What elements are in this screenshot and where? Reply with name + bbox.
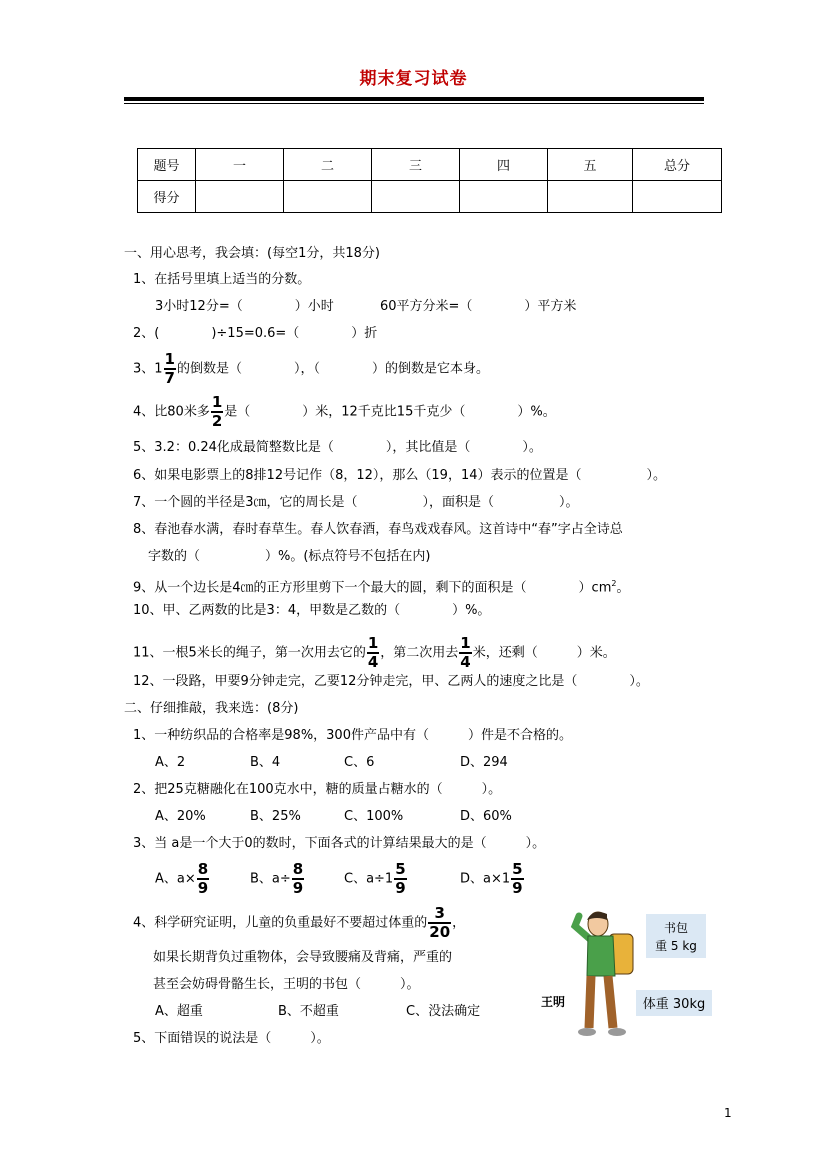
s1-question-6: 6、如果电影票上的8排12号记作（8，12），那么（19，14）表示的位置是（ ）。 bbox=[133, 468, 666, 483]
s2-q4-option: B、不超重 bbox=[278, 1004, 339, 1019]
page-title: 期末复习试卷 bbox=[359, 69, 468, 89]
fraction-denominator: 20 bbox=[429, 923, 451, 941]
fraction bbox=[459, 636, 471, 670]
section1-heading: 一、用心思考，我会填：(每空1分，共18分) bbox=[124, 246, 380, 261]
bag-label-2: 重 5 kg bbox=[655, 939, 697, 953]
s2-q2-option: A、20% bbox=[155, 809, 206, 824]
fraction bbox=[197, 862, 209, 896]
student-with-backpack-image bbox=[535, 904, 715, 1040]
score-cell[interactable] bbox=[548, 181, 633, 213]
score-header-cell: 一 bbox=[196, 149, 284, 181]
s1-question-1: 1、在括号里填上适当的分数。 bbox=[133, 272, 311, 287]
fraction-numerator: 1 bbox=[460, 634, 471, 652]
score-cell[interactable] bbox=[460, 181, 548, 213]
name-label: 王明 bbox=[540, 995, 566, 1009]
title-rule-thin bbox=[124, 103, 704, 104]
score-cell[interactable] bbox=[633, 181, 722, 213]
score-table-score-row bbox=[138, 181, 722, 213]
s2-q1-option: D、294 bbox=[460, 755, 508, 770]
fraction-numerator: 5 bbox=[395, 860, 406, 878]
score-header-cell: 二 bbox=[284, 149, 372, 181]
fraction-denominator: 4 bbox=[460, 653, 471, 671]
fraction-numerator: 1 bbox=[367, 634, 379, 652]
fraction-numerator: 1 bbox=[164, 350, 175, 368]
q3-prefix: 3、1 bbox=[133, 361, 163, 377]
s2-q3-option bbox=[155, 862, 210, 896]
s2-question-4-line1 bbox=[133, 906, 465, 940]
q11-middle: ，第二次用去 bbox=[380, 645, 459, 661]
s2-question-2: 2、把25克糖融化在100克水中，糖的质量占糖水的（ ）。 bbox=[133, 782, 502, 797]
q9-prefix: 9、从一个边长是4㎝的正方形里剪下一个最大的圆，剩下的面积是（ ）cm bbox=[133, 580, 612, 596]
s2-q3-option bbox=[250, 862, 305, 896]
s1-question-12: 12、一段路，甲要9分钟走完，乙要12分钟走完，甲、乙两人的速度之比是（ ）。 bbox=[133, 674, 649, 689]
option-prefix: C、a÷1 bbox=[344, 871, 394, 887]
fraction-denominator: 7 bbox=[164, 369, 175, 387]
s2-q3-option bbox=[460, 862, 525, 896]
q9-superscript: 2 bbox=[611, 579, 617, 588]
section2-heading: 二、仔细推敲，我来选：(8分) bbox=[124, 701, 299, 716]
fraction bbox=[164, 352, 176, 386]
weight-label: 体重 30kg bbox=[642, 997, 706, 1012]
fraction-denominator: 9 bbox=[512, 879, 523, 897]
score-header-cell: 五 bbox=[548, 149, 633, 181]
q3-suffix: 的倒数是（ ），（ ）的倒数是它本身。 bbox=[176, 361, 489, 377]
s2-q2-option: B、25% bbox=[250, 809, 301, 824]
fraction-denominator: 9 bbox=[292, 879, 304, 897]
option-prefix: A、a× bbox=[155, 871, 196, 887]
s1-question-8-line1: 8、春池春水满，春时春草生。春人饮春酒，春鸟戏戏春风。这首诗中“春”字占全诗总 bbox=[133, 522, 623, 537]
fraction-denominator: 9 bbox=[197, 879, 209, 897]
fraction-denominator: 9 bbox=[395, 879, 406, 897]
q11-suffix: 米，还剩（ ）米。 bbox=[472, 645, 616, 661]
score-cell[interactable] bbox=[284, 181, 372, 213]
q4-prefix: 4、科学研究证明，儿童的负重最好不要超过体重的 bbox=[133, 915, 428, 931]
fraction-numerator: 8 bbox=[292, 860, 304, 878]
q4-prefix: 4、比80米多 bbox=[133, 404, 210, 420]
s2-q1-option: C、6 bbox=[344, 755, 375, 770]
s2-question-1: 1、一种纺织品的合格率是98%，300件产品中有（ ）件是不合格的。 bbox=[133, 728, 572, 743]
s1-question-1b: 60平方分米=（ ）平方米 bbox=[380, 299, 577, 314]
fraction bbox=[211, 395, 223, 429]
s1-question-4 bbox=[133, 395, 556, 429]
score-cell[interactable] bbox=[372, 181, 460, 213]
option-prefix: B、a÷ bbox=[250, 871, 291, 887]
score-header-cell: 四 bbox=[460, 149, 548, 181]
fraction-numerator: 8 bbox=[197, 860, 209, 878]
q11-prefix: 11、一根5米长的绳子，第一次用去它的 bbox=[133, 645, 366, 661]
page-number: 1 bbox=[724, 1106, 732, 1120]
fraction-numerator: 1 bbox=[211, 393, 223, 411]
s2-question-4-line2: 如果长期背负过重物体，会导致腰痛及背痛，严重的 bbox=[153, 950, 453, 965]
fraction-denominator: 2 bbox=[211, 412, 223, 430]
q4-suffix: 是（ ）米，12千克比15千克少（ ）%。 bbox=[224, 404, 556, 420]
s1-question-3 bbox=[133, 352, 489, 386]
score-cell[interactable] bbox=[196, 181, 284, 213]
s1-question-10: 10、甲、乙两数的比是3：4，甲数是乙数的（ ）%。 bbox=[133, 603, 491, 618]
s2-q2-option: D、60% bbox=[460, 809, 512, 824]
fraction-denominator: 4 bbox=[367, 653, 379, 671]
fraction-numerator: 3 bbox=[434, 904, 445, 922]
bag-label-1: 书包 bbox=[663, 921, 689, 935]
s2-question-4-line3: 甚至会妨碍骨骼生长，王明的书包（ ）。 bbox=[153, 977, 420, 992]
s2-q2-option: C、100% bbox=[344, 809, 404, 824]
s2-q4-option: A、超重 bbox=[155, 1004, 203, 1019]
fraction bbox=[292, 862, 304, 896]
s1-question-11 bbox=[133, 636, 616, 670]
fraction bbox=[394, 862, 406, 896]
s1-question-8-line2: 字数的（ ）%。(标点符号不包括在内) bbox=[148, 549, 431, 564]
score-table-header-row bbox=[138, 149, 722, 181]
s1-question-1a: 3小时12分=（ ）小时 bbox=[155, 299, 334, 314]
title-rule-thick bbox=[124, 97, 704, 101]
s2-q1-option: A、2 bbox=[155, 755, 186, 770]
score-header-cell: 总分 bbox=[633, 149, 722, 181]
fraction bbox=[428, 906, 451, 940]
s1-question-2: 2、( )÷15=0.6=（ ）折 bbox=[133, 326, 378, 341]
option-prefix: D、a×1 bbox=[460, 871, 511, 887]
fraction bbox=[511, 862, 523, 896]
fraction-numerator: 5 bbox=[512, 860, 523, 878]
s2-question-3: 3、当 a是一个大于0的数时，下面各式的计算结果最大的是（ ）。 bbox=[133, 836, 546, 851]
fraction bbox=[367, 636, 379, 670]
score-header-cell: 三 bbox=[372, 149, 460, 181]
s1-question-7: 7、一个圆的半径是3㎝，它的周长是（ ），面积是（ ）。 bbox=[133, 495, 579, 510]
q4-suffix: ， bbox=[452, 915, 466, 931]
s1-question-5: 5、3.2：0.24化成最简整数比是（ ），其比值是（ ）。 bbox=[133, 440, 542, 455]
q9-suffix: 。 bbox=[616, 580, 630, 596]
score-row-label: 得分 bbox=[138, 181, 196, 213]
s2-q1-option: B、4 bbox=[250, 755, 281, 770]
score-table bbox=[137, 148, 722, 213]
s2-q3-option bbox=[344, 862, 408, 896]
s2-question-5: 5、下面错误的说法是（ ）。 bbox=[133, 1031, 330, 1046]
schoolboy-illustration bbox=[535, 904, 715, 1040]
s1-question-9 bbox=[133, 575, 629, 597]
score-header-cell: 题号 bbox=[138, 149, 196, 181]
s2-q4-option: C、没法确定 bbox=[406, 1004, 481, 1019]
